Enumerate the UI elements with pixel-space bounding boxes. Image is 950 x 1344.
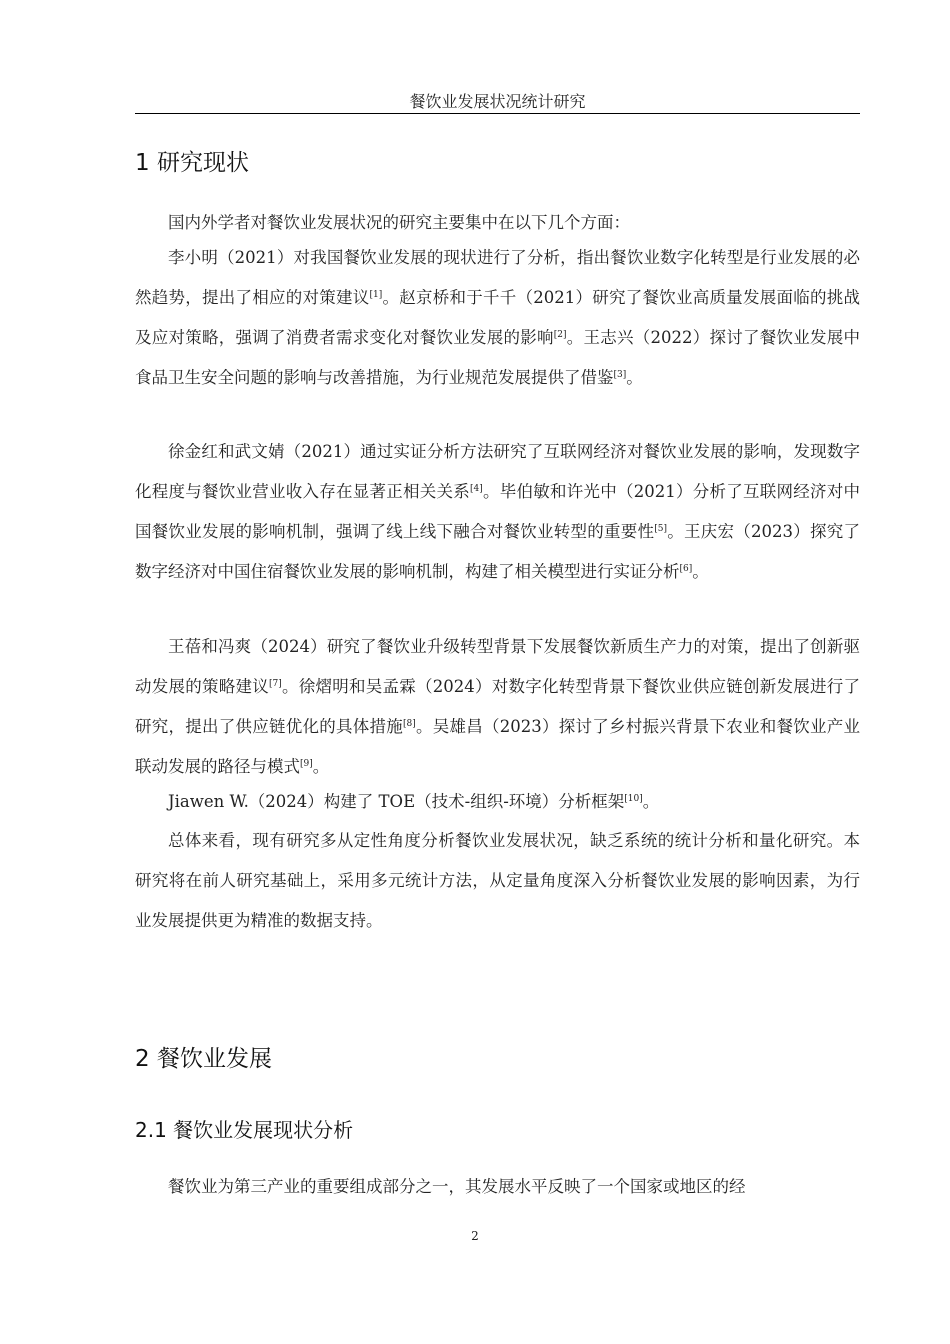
paragraph-text: 王蓓和冯爽（2024）研究了餐饮业升级转型背景下发展餐饮新质生产力的对策，提出了创新驱动发展的策略建议	[135, 637, 860, 696]
paragraph-text: 。	[626, 368, 643, 387]
citation-ref: [10]	[624, 794, 643, 804]
citation-ref: [4]	[470, 484, 483, 494]
citation-ref: [9]	[300, 759, 313, 769]
paragraph-text: 李小明（2021）对我国餐饮业发展的现状进行了分析，指出餐饮业数字化转型是行业发展的必然趋势，提出了相应的对策建议	[135, 248, 860, 307]
section-2-1-paragraph-1: 餐饮业为第三产业的重要组成部分之一，其发展水平反映了一个国家或地区的经	[168, 1177, 746, 1196]
citation-ref: [1]	[369, 290, 383, 300]
section-1-paragraph-6: 总体来看，现有研究多从定性角度分析餐饮业发展状况，缺乏系统的统计分析和量化研究。本研究将在前人研究基础上，采用多元统计方法，从定量角度深入分析餐饮业发展的影响因素，为行业发展提供更为精准的数据支持。	[135, 831, 860, 930]
citation-ref: [3]	[613, 370, 627, 380]
section-1-heading: 1 研究现状	[135, 150, 249, 176]
paragraph-text: 。	[692, 562, 709, 581]
section-2-heading: 2 餐饮业发展	[135, 1046, 272, 1072]
section-1-paragraph-4	[135, 627, 860, 787]
citation-ref: [7]	[269, 679, 282, 689]
paragraph-text: 。徐熠明和吴孟霖（2024）对数字化转型背景下餐饮业供应链创新发展进行了研究，提出了供应链优化的具体措施	[135, 677, 860, 736]
paragraph-text: 。赵京桥和于千千（2021）研究了餐饮业高质量发展面临的挑战及应对策略，强调了消费者需求变化对餐饮业发展的影响	[135, 288, 860, 347]
citation-ref: [8]	[403, 719, 416, 729]
paragraph-text: 。毕伯敏和许光中（2021）分析了互联网经济对中国餐饮业发展的影响机制，强调了线上线下融合对餐饮业转型的重要性	[135, 482, 860, 541]
paragraph-text: 。吴雄昌（2023）探讨了乡村振兴背景下农业和餐饮业产业联动发展的路径与模式	[135, 717, 860, 776]
section-2-1-heading: 2.1 餐饮业发展现状分析	[135, 1118, 354, 1142]
paragraph-text: 。王志兴（2022）探讨了餐饮业发展中食品卫生安全问题的影响与改善措施，为行业规范发展提供了借鉴	[135, 328, 860, 387]
paragraph-text: 。	[312, 757, 330, 776]
citation-ref: [5]	[654, 524, 667, 534]
citation-ref: [2]	[553, 330, 567, 340]
running-header: 餐饮业发展状况统计研究	[135, 92, 860, 114]
paragraph-text: 。	[642, 792, 660, 811]
section-1-paragraph-1: 国内外学者对餐饮业发展状况的研究主要集中在以下几个方面：	[168, 213, 630, 232]
paragraph-text: 。王庆宏（2023）探究了数字经济对中国住宿餐饮业发展的影响机制，构建了相关模型进行实证分析	[135, 522, 860, 581]
section-1-paragraph-3	[135, 432, 860, 592]
section-1-paragraph-2	[135, 238, 860, 398]
page-number: 2	[471, 1229, 479, 1243]
paragraph-text: 徐金红和武文婧（2021）通过实证分析方法研究了互联网经济对餐饮业发展的影响，发现数字化程度与餐饮业营业收入存在显著正相关关系	[135, 442, 860, 501]
citation-ref: [6]	[679, 564, 693, 574]
paragraph-text: Jiawen W.（2024）构建了 TOE（技术-组织-环境）分析框架	[168, 792, 625, 811]
section-1-paragraph-5	[135, 782, 860, 822]
